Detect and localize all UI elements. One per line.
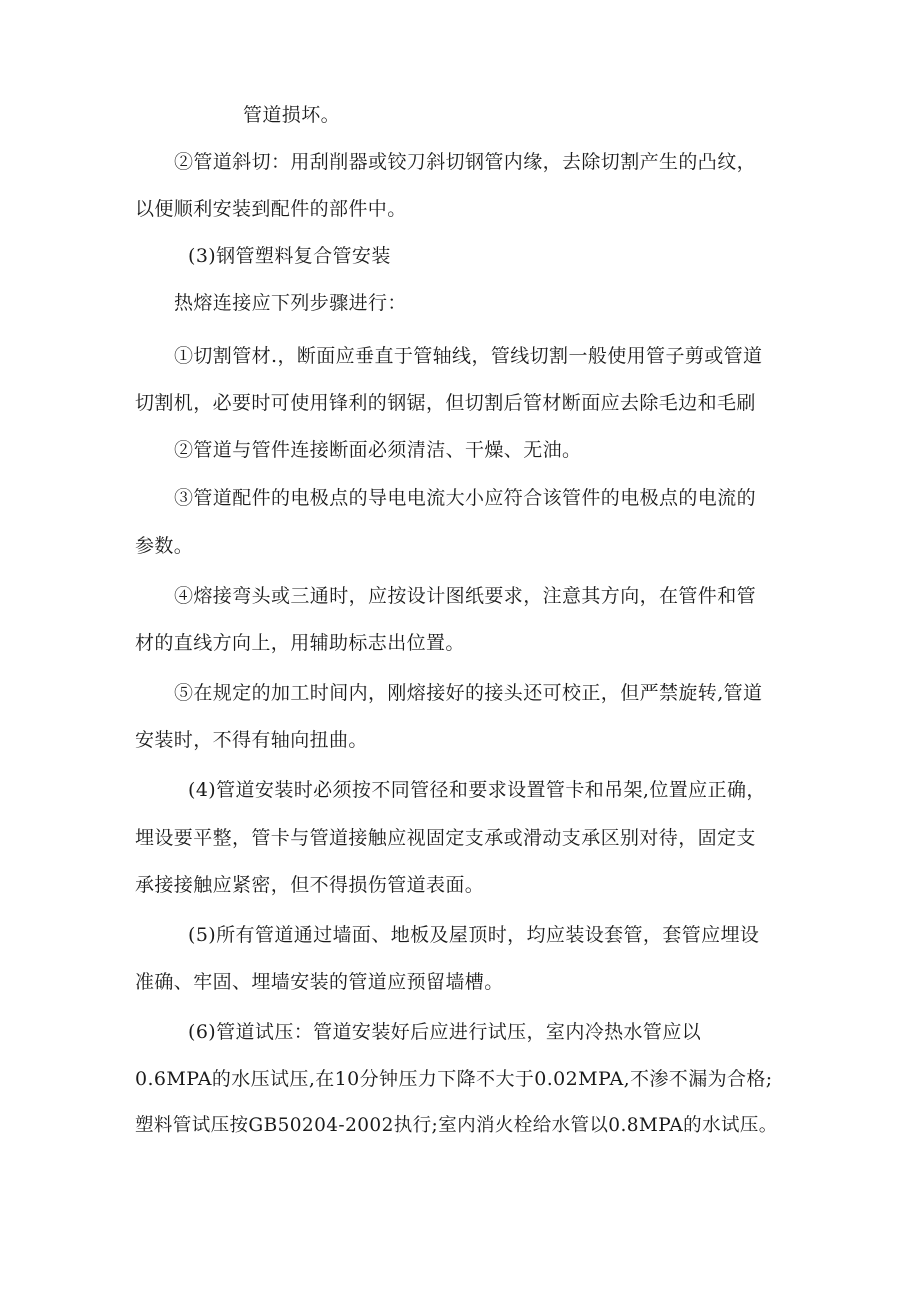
text-line: 承接接触应紧密，但不得损伤管道表面。 bbox=[135, 874, 485, 896]
section-heading: (3)钢管塑料复合管安装 bbox=[188, 245, 391, 267]
text-line: (5)所有管道通过墙面、地板及屋顶时，均应装设套管，套管应埋设 bbox=[188, 924, 760, 946]
text-line: ④熔接弯头或三通时，应按设计图纸要求，注意其方向，在管件和管 bbox=[174, 585, 757, 607]
text-line: 管道损坏。 bbox=[243, 104, 341, 126]
text-line: 热熔连接应下列步骤进行： bbox=[174, 292, 407, 314]
text-line: ②管道斜切：用刮削器或铰刀斜切钢管内缘，去除切割产生的凸纹， bbox=[174, 151, 757, 173]
text-line: 材的直线方向上，用辅助标志出位置。 bbox=[135, 632, 465, 654]
text-line: 准确、牢固、埋墙安装的管道应预留墙槽。 bbox=[135, 971, 504, 993]
text-line: 塑料管试压按GB50204-2002执行;室内消火栓给水管以0.8MPA的水试压。 bbox=[135, 1115, 778, 1136]
text-line: 埋设要平整，管卡与管道接触应视固定支承或滑动支承区别对待，固定支 bbox=[135, 827, 756, 849]
text-line: ②管道与管件连接断面必须清洁、干燥、无油。 bbox=[174, 439, 582, 461]
text-line: 安装时，不得有轴向扭曲。 bbox=[135, 729, 368, 751]
text-line: 以便顺利安装到配件的部件中。 bbox=[135, 198, 407, 220]
text-line: ①切割管材.，断面应垂直于管轴线，管线切割一般使用管子剪或管道 bbox=[174, 345, 763, 367]
text-line: ⑤在规定的加工时间内，刚熔接好的接头还可校正，但严禁旋转,管道 bbox=[174, 682, 763, 704]
text-line: 参数。 bbox=[135, 535, 194, 557]
text-line: (6)管道试压：管道安装好后应进行试压，室内冷热水管应以 bbox=[188, 1021, 702, 1043]
text-line: ③管道配件的电极点的导电电流大小应符合该管件的电极点的电流的 bbox=[174, 487, 757, 509]
text-line: (4)管道安装时必须按不同管径和要求设置管卡和吊架,位置应正确， bbox=[188, 779, 766, 801]
text-line: 0.6MPA的水压试压,在10分钟压力下降不大于0.02MPA,不渗不漏为合格; bbox=[135, 1068, 773, 1090]
text-line: 切割机，必要时可使用锋利的钢锯，但切割后管材断面应去除毛边和毛刷 bbox=[135, 392, 756, 414]
